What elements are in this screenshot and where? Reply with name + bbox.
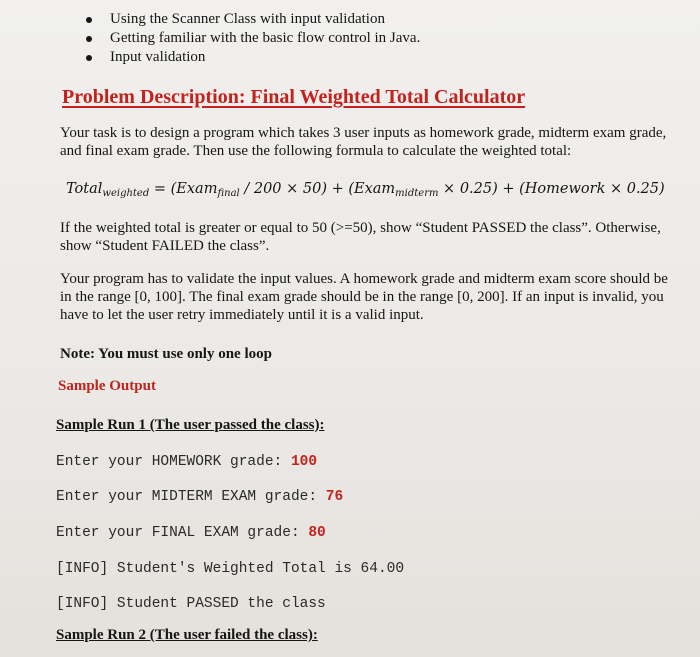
problem-heading: Problem Description: Final Weighted Total Calculator <box>62 86 526 108</box>
pass-rule-paragraph: If the weighted total is greater or equal to 50 (>=50), show “Student PASSED the class”. Otherwise, show “Student FAILED the class”. <box>60 220 661 254</box>
formula-lhs: Total <box>66 181 103 197</box>
console-line <box>56 489 343 505</box>
formula-part2-sub: midterm <box>395 188 439 199</box>
objective-text: Input validation <box>110 49 206 65</box>
sample-output-heading: Sample Output <box>58 378 156 394</box>
console-input-value: 76 <box>325 489 344 505</box>
weighted-total-formula <box>66 181 665 199</box>
console-output: [INFO] Student's Weighted Total is 64.00 <box>56 561 405 577</box>
objective-item <box>84 29 420 48</box>
objective-item <box>84 10 420 29</box>
console-line <box>56 454 317 470</box>
formula-part1-rest: / 200 × 50) + (Exam <box>239 181 396 197</box>
console-line <box>56 525 326 541</box>
bullet-icon <box>86 17 92 23</box>
objective-item <box>84 48 420 67</box>
objective-text: Using the Scanner Class with input validation <box>110 11 385 27</box>
formula-equals: = <box>149 181 171 197</box>
sample-run-2-title: Sample Run 2 (The user failed the class): <box>56 627 318 643</box>
objective-text: Getting familiar with the basic flow control in Java. <box>110 30 421 46</box>
formula-part2-rest: × 0.25) + (Homework × 0.25) <box>438 181 665 197</box>
console-line <box>56 561 404 577</box>
note-text: Note: You must use only one loop <box>60 346 272 362</box>
intro-paragraph: Your task is to design a program which takes 3 user inputs as homework grade, midterm exam grade, and final exam grade. Then use the following formula to calculate the weighted total: <box>60 125 667 159</box>
console-input-value: 80 <box>308 525 326 541</box>
bullet-icon <box>86 36 92 42</box>
formula-part1: (Exam <box>170 181 218 197</box>
objectives-list <box>84 10 420 67</box>
formula-lhs-sub: weighted <box>102 188 150 199</box>
console-prompt: Enter your FINAL EXAM grade: <box>56 525 309 541</box>
console-prompt: Enter your HOMEWORK grade: <box>56 454 291 470</box>
console-prompt: Enter your MIDTERM EXAM grade: <box>56 489 326 505</box>
formula-part1-sub: final <box>217 188 240 199</box>
bullet-icon <box>86 55 92 61</box>
console-line <box>56 596 326 612</box>
console-input-value: 100 <box>290 454 318 470</box>
sample-run-1-title: Sample Run 1 (The user passed the class): <box>56 417 325 433</box>
validation-paragraph: Your program has to validate the input values. A homework grade and midterm exam score should be in the range [0, 100]. The final exam grade should be in the range [0, 200]. If an input is invalid, you have to let the user retry immediately until it is a valid input. <box>60 271 668 323</box>
console-output: [INFO] Student PASSED the class <box>56 596 326 612</box>
